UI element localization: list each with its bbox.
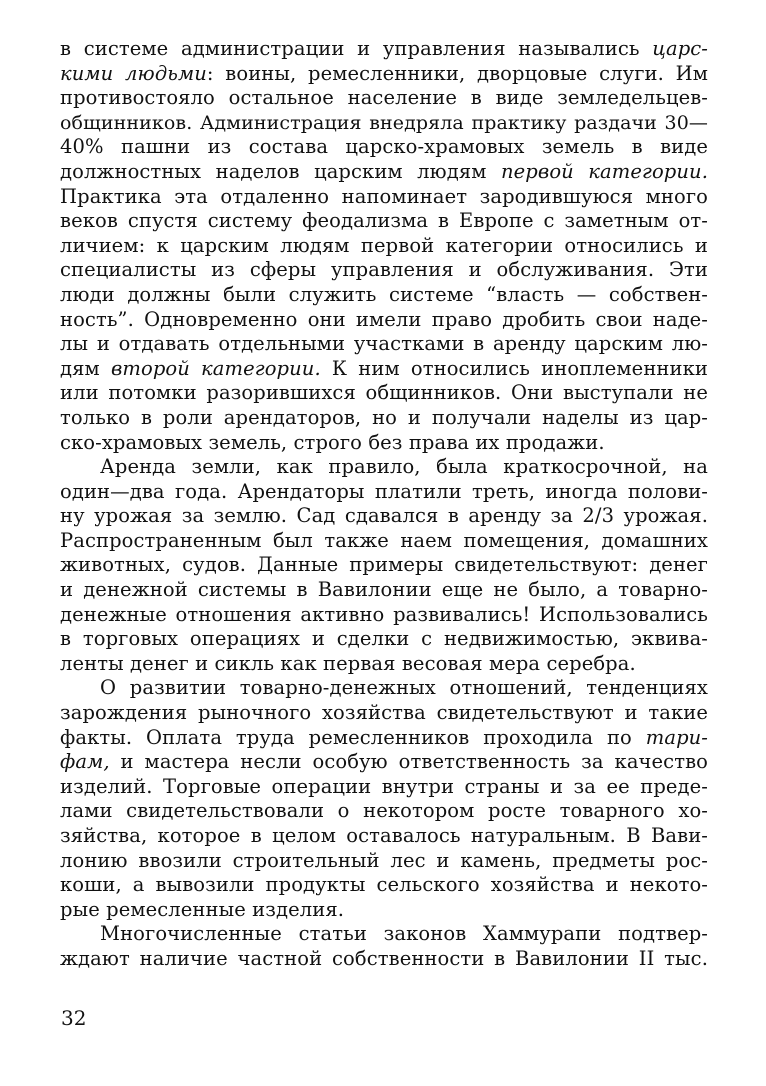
text-line	[60, 504, 708, 529]
text-line	[60, 283, 708, 308]
text-segment: или потомки разорившихся общинников. Они выступали не	[60, 381, 708, 405]
text-segment: лы и отдавать отдельными участками в аренду царским лю-	[60, 332, 708, 356]
italic-text: второй категории.	[110, 356, 321, 380]
page-body	[60, 37, 708, 972]
text-line	[60, 775, 708, 800]
text-segment: веков спустя систему феодализма в Европе с заметным от-	[60, 209, 708, 233]
text-line	[60, 111, 708, 136]
text-line	[60, 234, 708, 259]
text-line	[60, 603, 708, 628]
text-line	[60, 824, 708, 849]
text-line	[60, 750, 708, 775]
text-line	[60, 86, 708, 111]
text-segment: ждают наличие частной собственности в Вавилонии II тыс.	[60, 946, 708, 970]
text-line	[60, 726, 708, 751]
text-line	[60, 455, 708, 480]
text-line	[60, 37, 708, 62]
text-segment: Распространенным был также наем помещения, домашних	[60, 528, 708, 552]
text-segment: Многочисленные статьи законов Хаммурапи подтвер-	[100, 922, 708, 946]
text-line	[60, 529, 708, 554]
text-segment: в системе администрации и управления назывались	[60, 37, 653, 60]
text-line	[60, 185, 708, 210]
text-line	[60, 258, 708, 283]
text-line	[60, 62, 708, 87]
paragraph	[60, 922, 708, 971]
paragraph	[60, 676, 708, 922]
text-segment: дям	[60, 356, 111, 380]
text-segment: денежные отношения активно развивались! Использовались	[60, 602, 708, 626]
paragraph	[60, 37, 708, 455]
text-line	[60, 799, 708, 824]
text-line	[60, 357, 708, 382]
text-line	[60, 332, 708, 357]
text-segment: должностных наделов царским людям	[60, 159, 501, 183]
text-line	[60, 627, 708, 652]
page-number: 32	[61, 1006, 87, 1030]
paragraph	[60, 455, 708, 676]
text-segment: коши, а вывозили продукты сельского хозяйства и некото-	[60, 873, 708, 897]
text-segment: ну урожая за землю. Сад сдавался в аренду за 2/3 урожая.	[60, 504, 708, 528]
text-line	[60, 578, 708, 603]
text-line	[60, 406, 708, 431]
text-segment: и мастера несли особую ответственность за качество	[109, 750, 708, 774]
text-line	[60, 652, 708, 677]
text-segment: люди должны были служить системе “власть — собствен-	[60, 282, 708, 306]
text-segment: общинников. Администрация внедряла практику раздачи 30—	[60, 111, 708, 134]
text-segment: ско-храмовых земель, строго без права их продажи.	[60, 430, 605, 454]
text-line	[60, 209, 708, 234]
italic-text: первой категории.	[501, 159, 709, 183]
text-line	[60, 135, 708, 160]
text-line	[60, 701, 708, 726]
text-line	[60, 160, 708, 185]
text-segment: 40% пашни из состава царско-храмовых земель в виде	[60, 135, 708, 159]
text-line	[60, 947, 708, 972]
text-segment: в торговых операциях и сделки с недвижимостью, эквива-	[60, 627, 708, 651]
text-line	[60, 849, 708, 874]
text-segment: рые ремесленные изделия.	[60, 897, 345, 921]
text-segment: лами свидетельствовали о некотором росте товарного хо-	[60, 799, 708, 823]
text-segment: животных, судов. Данные примеры свидетельствуют: денег	[60, 553, 708, 577]
italic-text: тари-	[645, 725, 708, 749]
text-line	[60, 676, 708, 701]
text-line	[60, 480, 708, 505]
text-line	[60, 381, 708, 406]
italic-text: фам,	[60, 750, 110, 774]
text-segment: специалисты из сферы управления и обслуживания. Эти	[60, 258, 708, 282]
text-segment: Аренда земли, как правило, была краткосрочной, на	[100, 455, 708, 479]
text-segment: противостояло остальное население в виде земледельцев-	[60, 86, 708, 110]
text-line	[60, 922, 708, 947]
text-segment: О развитии товарно-денежных отношений, тенденциях	[100, 676, 708, 700]
text-segment: К ним относились иноплеменники	[320, 356, 708, 380]
text-line	[60, 898, 708, 923]
text-segment: факты. Оплата труда ремесленников проходила по	[60, 725, 646, 749]
text-segment: лонию ввозили строительный лес и камень, предметы рос-	[60, 848, 708, 872]
text-line	[60, 308, 708, 333]
text-segment: зяйства, которое в целом оставалось натуральным. В Вави-	[60, 824, 708, 847]
text-line	[60, 553, 708, 578]
text-segment: изделий. Торговые операции внутри страны и за ее преде-	[60, 774, 708, 798]
italic-text: кими людьми	[60, 61, 207, 85]
text-segment: только в роли арендаторов, но и получали наделы из цар-	[60, 405, 708, 429]
text-segment: один—два года. Арендаторы платили треть, иногда полови-	[60, 479, 708, 503]
text-segment: : воины, ремесленники, дворцовые слуги. Им	[206, 61, 708, 85]
text-segment: личием: к царским людям первой категории относились и	[60, 233, 708, 257]
text-line	[60, 431, 708, 456]
text-segment: ность”. Одновременно они имели право дробить свои наде-	[60, 307, 708, 331]
text-segment: ленты денег и сикль как первая весовая мера серебра.	[60, 651, 636, 675]
text-line	[60, 873, 708, 898]
text-segment: и денежной системы в Вавилонии еще не было, а товарно-	[60, 578, 708, 602]
text-segment: зарождения рыночного хозяйства свидетельствуют и такие	[60, 701, 708, 725]
italic-text: царс-	[652, 37, 708, 60]
text-segment: Практика эта отдаленно напоминает зародившуюся много	[60, 184, 708, 208]
